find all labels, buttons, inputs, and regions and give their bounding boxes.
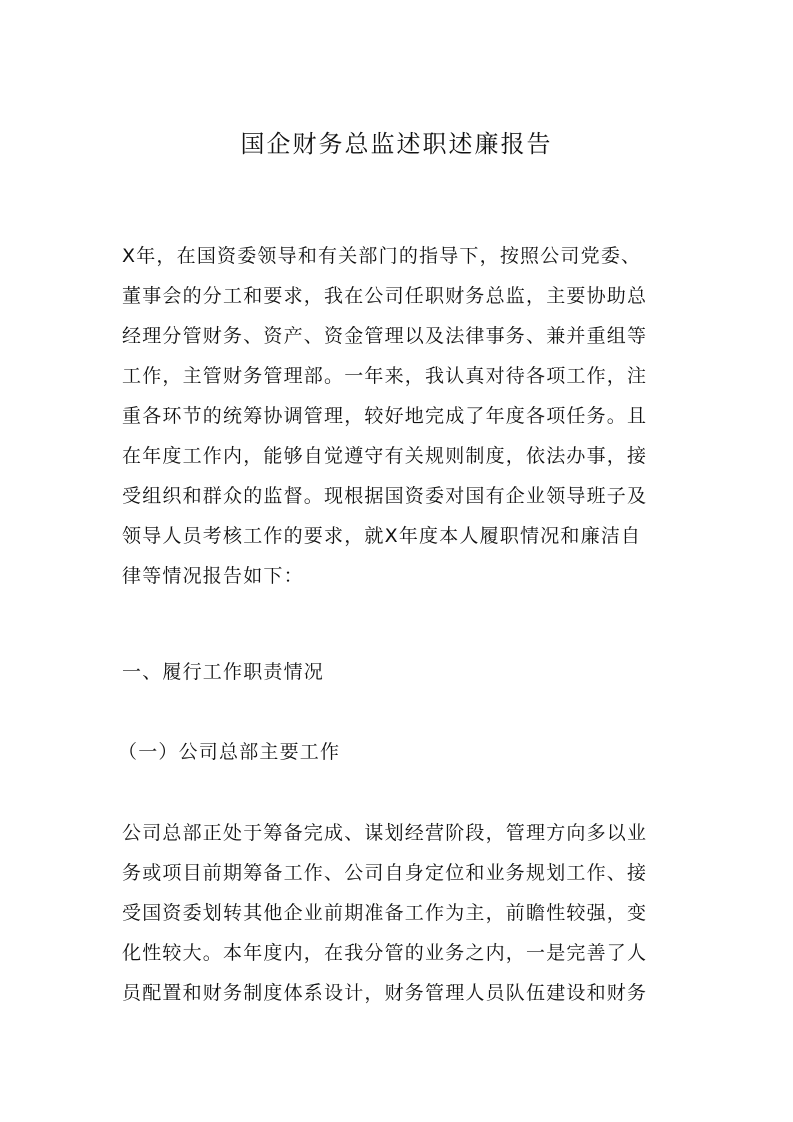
text-line: 受组织和群众的监督。现根据国资委对国有企业领导班子及 — [122, 485, 648, 507]
intro-paragraph — [122, 236, 682, 596]
document-title: 国企财务总监述职述廉报告 — [240, 130, 553, 158]
subsection-heading — [118, 732, 678, 772]
section-heading-text: 一、履行工作职责情况 — [122, 661, 325, 683]
text-line: 在年度工作内，能够自觉遵守有关规则制度，依法办事，接 — [122, 445, 648, 467]
section-heading — [122, 652, 682, 692]
text-line: 律等情况报告如下： — [122, 565, 304, 587]
text-line: 化性较大。本年度内，在我分管的业务之内，一是完善了人 — [122, 942, 648, 964]
subsection-heading-text: （一）公司总部主要工作 — [118, 741, 341, 763]
text-line: 公司总部正处于筹备完成、谋划经营阶段，管理方向多以业 — [122, 822, 648, 844]
text-line: 经理分管财务、资产、资金管理以及法律事务、兼并重组等 — [122, 325, 648, 347]
text-line: 务或项目前期筹备工作、公司自身定位和业务规划工作、接 — [122, 862, 648, 884]
text-line: 受国资委划转其他企业前期准备工作为主，前瞻性较强，变 — [122, 902, 648, 924]
text-line: 员配置和财务制度体系设计，财务管理人员队伍建设和财务 — [122, 982, 648, 1004]
text-line: 工作，主管财务管理部。一年来，我认真对待各项工作，注 — [122, 365, 648, 387]
text-line: 董事会的分工和要求，我在公司任职财务总监，主要协助总 — [122, 285, 648, 307]
body-paragraph — [122, 813, 682, 1013]
text-line: 领导人员考核工作的要求，就X年度本人履职情况和廉洁自 — [122, 525, 642, 547]
text-line: X年，在国资委领导和有关部门的指导下，按照公司党委、 — [122, 245, 642, 267]
text-line: 重各环节的统筹协调管理，较好地完成了年度各项任务。且 — [122, 405, 648, 427]
